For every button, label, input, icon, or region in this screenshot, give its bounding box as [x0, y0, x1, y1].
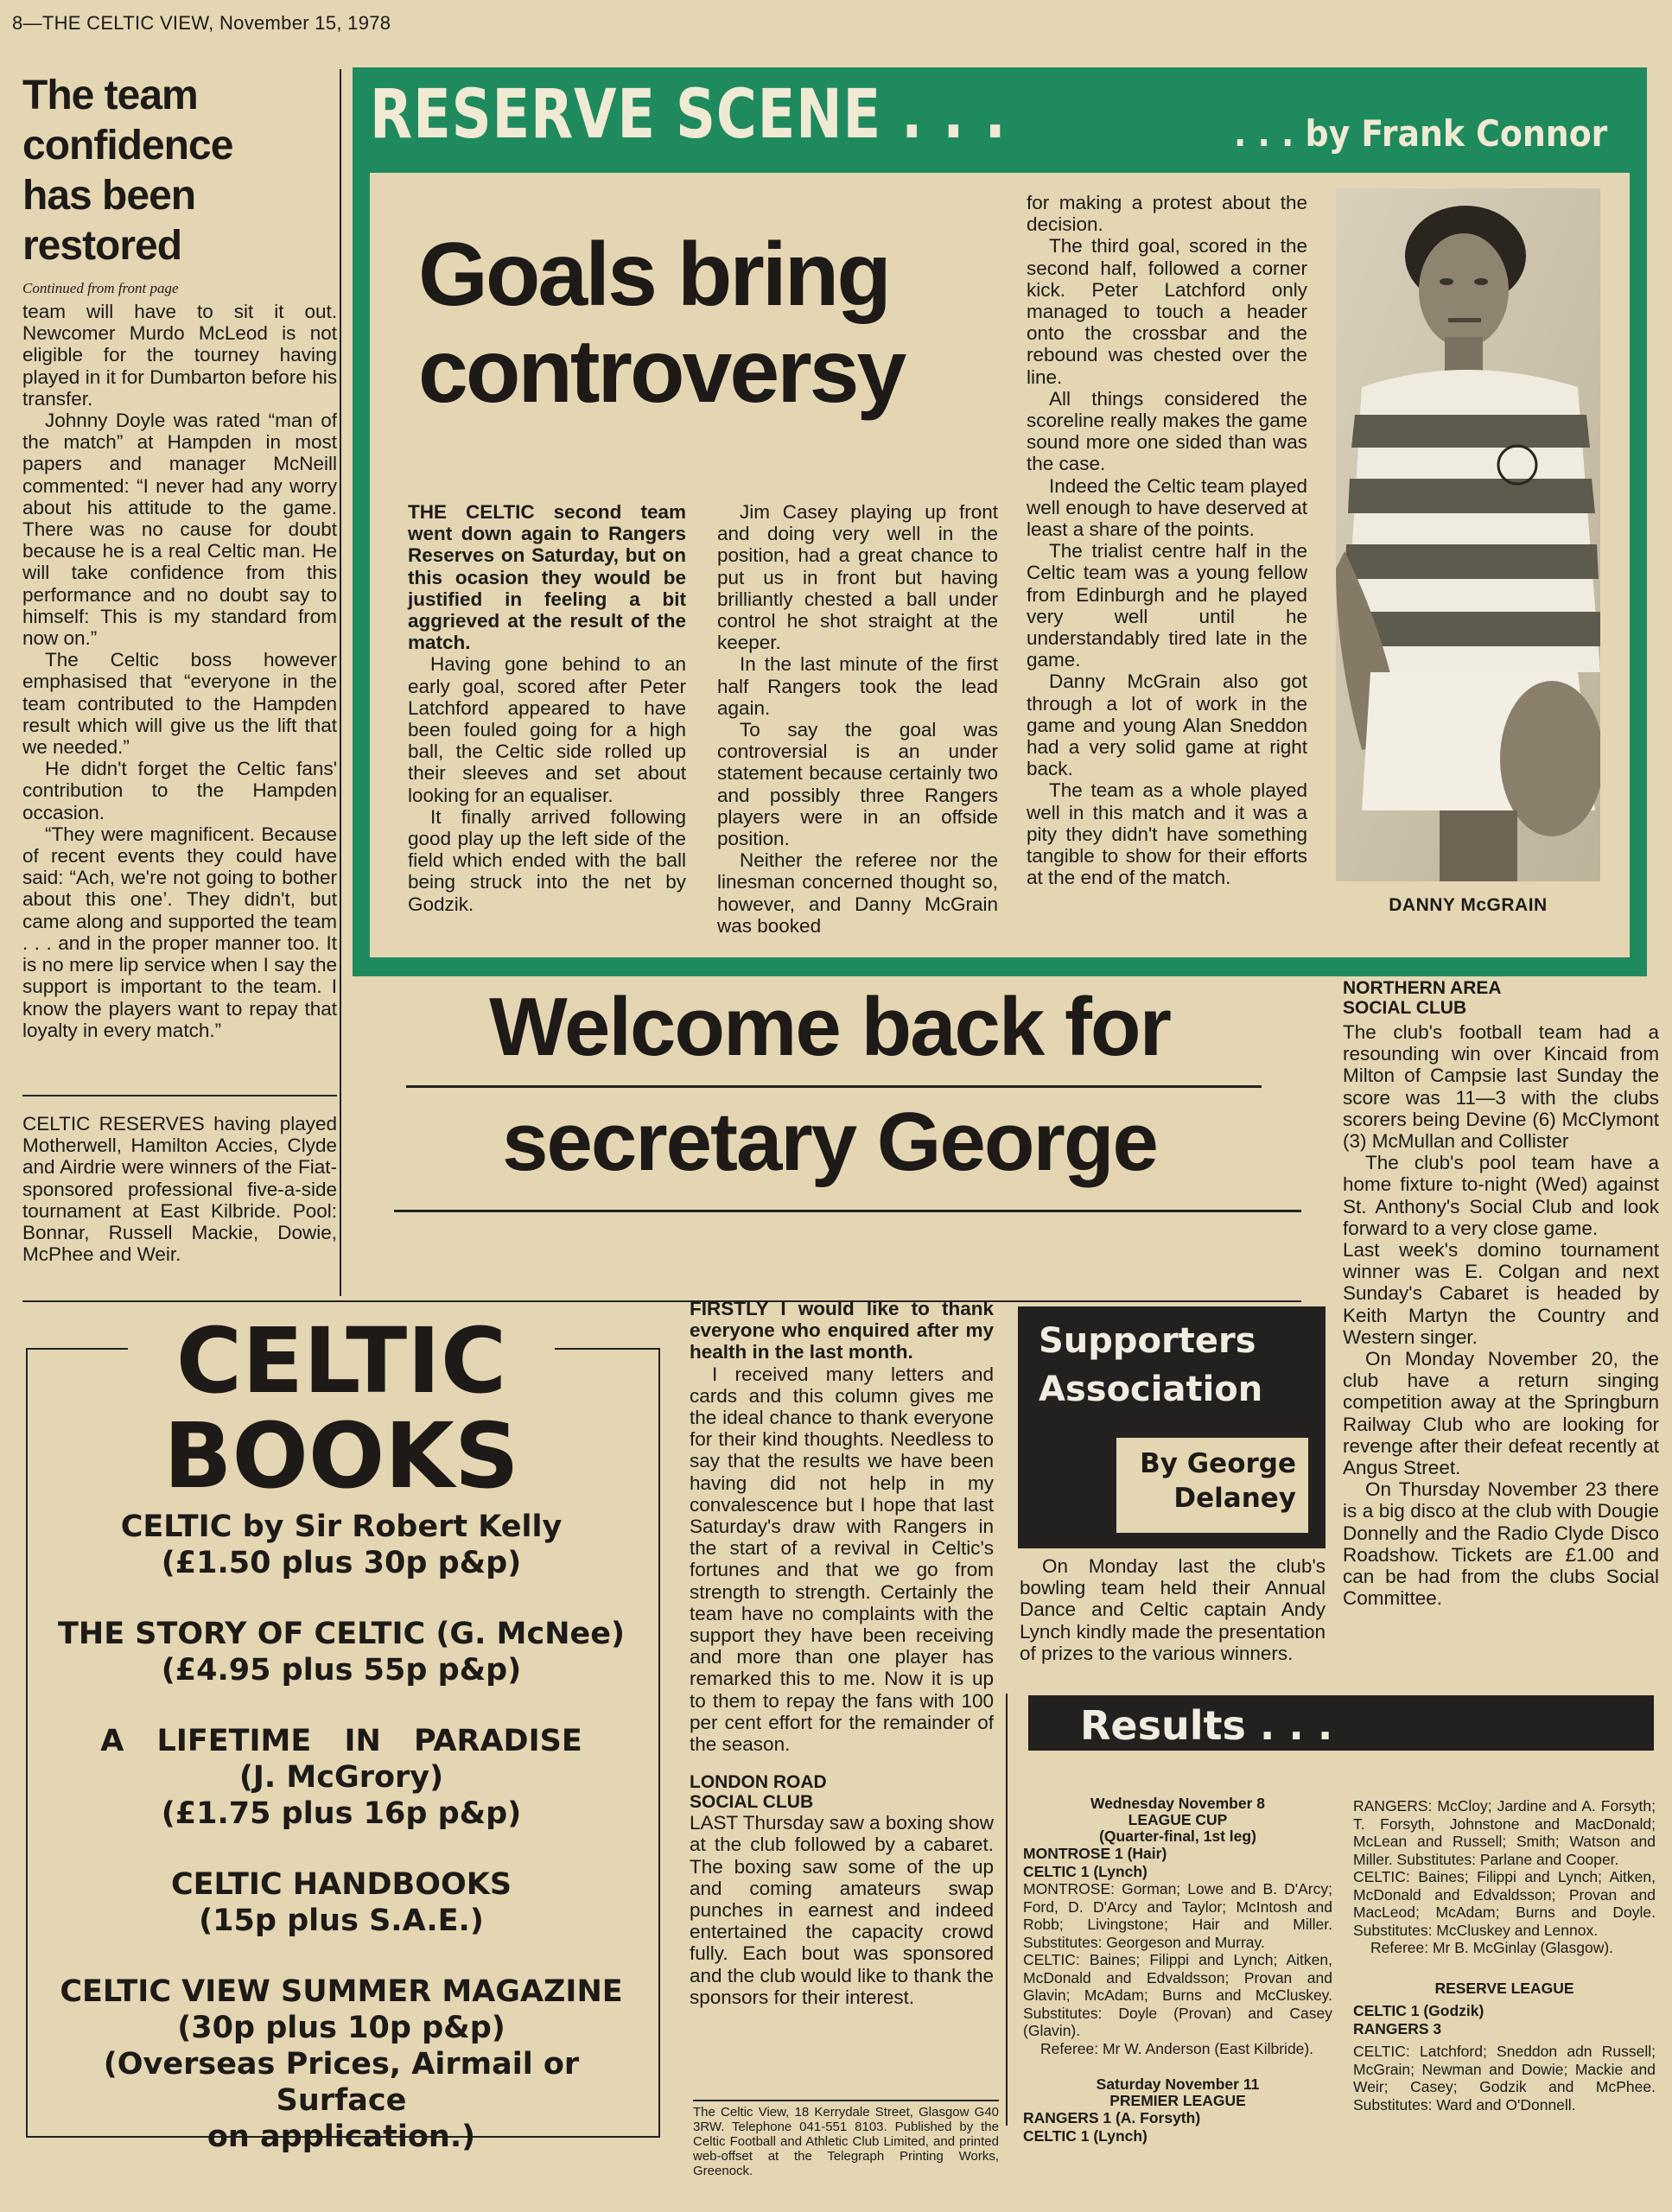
paragraph: To say the goal was controversial is an under statement because certainly two and possibly three Rangers players were in an offside position.: [717, 719, 998, 850]
title-line: Association: [1039, 1370, 1263, 1409]
paragraph: It finally arrived following good play up the left side of the field which ended with the ball being struck into the net by Godzik.: [408, 805, 686, 915]
results-banner: [1028, 1695, 1654, 1751]
paragraph: LAST Thursday saw a boxing show at the club followed by a cabaret. The boxing saw some of the up and coming amateurs swap punches in earnest and indeed entertained the capacity crowd fully. Each bout was sponsored and the club would like to thank the sponsors for their interest.: [690, 1812, 994, 2008]
book-item: [52, 1616, 631, 1688]
player-photo-illustration: [1336, 188, 1600, 881]
paragraph: I received many letters and cards and this column gives me the ideal chance to thank everyone for their kind thoughts. Needless to say that the results we have been having did not help in my convalescence but I hope that last Saturday's draw with Rangers in the start of a revival in Celtic's fortunes and that we go from strength to strength. Certainly the team have no complaints with the support they have been receiving and more than one player has remarked this to me. Now it is up to them to repay the fans with 100 per cent effort for the remainder of the season.: [690, 1363, 994, 1756]
team-article-body: [22, 301, 337, 1041]
divider: [22, 1300, 1301, 1302]
team-list: CELTIC: Baines; Filippi and Lynch; Aitken, McDonald and Edvaldsson; Provan and Glavin; McAdam; Burns and McCluskey. Substitutes: Doyle (Provan) and Casey (Glavin).: [1023, 1951, 1332, 2039]
saturday-heading: [1023, 2076, 1332, 2109]
paragraph: The club's pool team have a home fixture to-night (Wed) against St. Anthony's Social Club and look forward to a very close game.: [1343, 1152, 1659, 1239]
column-rule: [340, 69, 341, 1296]
book-item: [52, 1509, 631, 1581]
paragraph: The team as a whole played well in this match and it was a pity they didn't have something tangible to show for their efforts at the end of the match.: [1027, 779, 1307, 889]
paragraph: Neither the referee nor the linesman concerned thought so, however, and Danny McGrain was booked: [717, 849, 998, 937]
book-line: A LIFETIME IN PARADISE: [100, 1724, 582, 1758]
heading-line: NORTHERN AREA: [1343, 978, 1502, 998]
headline-line: confidence: [22, 123, 233, 168]
paragraph: Danny McGrain also got through a lot of work in the game and young Alan Sneddon had a very solid game at right back.: [1027, 671, 1307, 780]
paragraph: Having gone behind to an early goal, scored after Peter Latchford appeared to have been fouled going for a high ball, the Celtic side rolled up their sleeves and set about looking for an equaliser.: [408, 653, 686, 806]
headline-line: Goals bring: [418, 225, 889, 325]
results-title: Results . . .: [1080, 1702, 1333, 1749]
book-line: (£1.50 plus 30p p&p): [161, 1546, 522, 1580]
paragraph: Johnny Doyle was rated “man of the match” at Hampden in most papers and manager McNeill commented: “I never had any worry about his attitude to the game. There was no cause for doubt because he is a real Celtic man. He will take confidence from this performance and no doubt say to himself: This is my standard from now on.”: [22, 410, 337, 650]
byline-line: Delaney: [1173, 1483, 1296, 1514]
title-line: CELTIC: [175, 1308, 507, 1414]
continued-note: Continued from front page: [22, 280, 179, 296]
lead-paragraph: FIRSTLY I would like to thank everyone who enquired after my health in the last month.: [690, 1298, 994, 1363]
score-line: RANGERS 1 (A. Forsyth): [1023, 2109, 1201, 2126]
danny-mcgrain-photo: [1336, 188, 1600, 881]
paragraph: Last week's domino tournament winner was E. Colgan and next Sunday's Cabaret is headed by Keith Martyn the Country and Western singer.: [1343, 1239, 1659, 1348]
heading-line: LONDON ROAD: [690, 1772, 827, 1793]
wednesday-scores: [1023, 1845, 1332, 1880]
book-line: (30p plus 10p p&p): [177, 2011, 505, 2045]
team-list: CELTIC: Baines; Filippi and Lynch; Aitken, McDonald and Edvaldsson; Provan and MacLeod; McAdam; Burns and Doyle. Substitutes: McCluskey and Lennox.: [1353, 1868, 1656, 1939]
divider: [394, 1210, 1301, 1212]
paragraph: He didn't forget the Celtic fans' contribution to the Hampden occasion.: [22, 758, 337, 823]
supporters-box: [1018, 1306, 1326, 1548]
wednesday-heading: [1023, 1796, 1332, 1845]
paragraph: On Monday last the club's bowling team held their Annual Dance and Celtic captain Andy Lynch kindly made the presentation of prizes to the various winners.: [1020, 1555, 1326, 1664]
headline-line: restored: [22, 223, 182, 269]
book-line: (Overseas Prices, Airmail or Surface: [103, 2047, 580, 2118]
headline-line: The team: [22, 73, 198, 118]
paragraph: The Celtic boss however emphasised that “everyone in the team contributed to the Hampden result which will give us the lift that we needed.”: [22, 649, 337, 759]
reserve-col-1: [408, 501, 686, 915]
photo-caption: DANNY McGRAIN: [1389, 895, 1548, 915]
reserve-league-heading: RESERVE LEAGUE: [1434, 1979, 1574, 1997]
celtic-books-list: [52, 1509, 631, 2155]
title-line: Supporters: [1039, 1321, 1256, 1361]
northern-area: [1343, 978, 1659, 1609]
referee: Referee: Mr B. McGinlay (Glasgow).: [1370, 1939, 1614, 1956]
headline-line: Welcome back for: [489, 981, 1170, 1073]
reserve-scene-headline: [418, 226, 1023, 420]
paragraph: On Monday November 20, the club have a return singing competition away at the Springburn Railway Club who are looking for revenge after their defeat recently at Angus Street.: [1343, 1348, 1659, 1479]
reserves-note: CELTIC RESERVES having played Motherwell, Hamilton Accies, Clyde and Airdrie were winners of the Fiat-sponsored professional five-a-side tournament at East Kilbride. Pool: Bonnar, Russell Mackie, Dowie, McPhee and Weir.: [22, 1113, 337, 1266]
reserve-col-2: [717, 501, 998, 937]
team-list: CELTIC: Latchford; Sneddon adn Russell; McGrain; Newman and Dowie; Mackie and Weir; Casey; Godzik and McPhee. Substitutes: Ward and O'Donnell.: [1353, 2043, 1656, 2113]
headline-line: secretary George: [502, 1096, 1157, 1188]
celtic-books-title: [128, 1308, 555, 1509]
team-list: RANGERS: McCloy; Jardine and A. Forsyth; T. Forsyth, Johnstone and MacDonald; McLean and Russell; Smith; Watson and Miller. Substitutes: Parlane and Cooper.: [1353, 1797, 1656, 1868]
paragraph: The club's football team had a resounding win over Kincaid from Milton of Campsie last Sunday the score was 11—3 with the clubs scorers being Devine (6) McClymont (3) McMullan and Collister: [1343, 1021, 1659, 1153]
paragraph: The trialist centre half in the Celtic team was a young fellow from Edinburgh and he played very well until he understandably tired late in the game.: [1027, 540, 1307, 671]
book-line: (£1.75 plus 16p p&p): [161, 1796, 522, 1831]
book-item: [52, 1974, 631, 2155]
paragraph: “They were magnificent. Because of recent events they could have said: “Ach, we're not going to bother about this one’. They didn't, but came along and supported the team . . . and in the proper manner too. It is no mere lip service when I say the support is important to the team. I know the players want to repay that loyalty in every match.”: [22, 823, 337, 1041]
heading-line: PREMIER LEAGUE: [1109, 2092, 1246, 2109]
london-road-heading: [690, 1772, 994, 1812]
welcome-headline: [380, 981, 1279, 1188]
book-line: (J. McGrory): [238, 1760, 444, 1795]
results-col-2: [1353, 1797, 1656, 2113]
paragraph: On Thursday November 23 there is a big disco at the club with Dougie Donnelly and the Radio Clyde Disco Roadshow. Tickets are £1.00 and can be had from the clubs Social Committee.: [1343, 1478, 1659, 1610]
column-rule: [1006, 1694, 1008, 2126]
heading-line: Wednesday November 8: [1090, 1795, 1265, 1812]
heading-line: Saturday November 11: [1096, 2075, 1260, 2093]
supporters-bowling: [1020, 1555, 1326, 1664]
headline-line: controversy: [418, 321, 905, 422]
score-line: RANGERS 3: [1353, 2019, 1442, 2037]
book-line: CELTIC HANDBOOKS: [170, 1867, 512, 1902]
book-line: (15p plus S.A.E.): [199, 1904, 484, 1938]
book-line: THE STORY OF CELTIC (G. McNee): [58, 1617, 625, 1651]
supporters-byline: [1116, 1438, 1308, 1533]
team-list: MONTROSE: Gorman; Lowe and B. D'Arcy; Ford, D. D'Arcy and Taylor; McIntosh and Robb; Livingstone; Hair and Miller. Substitutes: Georgeson and Murray.: [1023, 1880, 1332, 1951]
book-line: CELTIC by Sir Robert Kelly: [120, 1510, 563, 1544]
northern-heading: [1343, 978, 1659, 1018]
paragraph: All things considered the scoreline really makes the game sound more one sided than was the case.: [1027, 387, 1307, 475]
heading-line: (Quarter-final, 1st leg): [1099, 1827, 1256, 1845]
headline-line: has been: [22, 173, 196, 219]
team-article-headline: [22, 71, 337, 271]
score-line: CELTIC 1 (Lynch): [1023, 1862, 1148, 1880]
score-line: CELTIC 1 (Godzik): [1353, 2002, 1484, 2019]
paragraph: THE CELTIC second team went down again to Rangers Reserves on Saturday, but on this ocasion they would be justified in feeling a bit aggrieved at the result of the match.: [408, 501, 686, 654]
reserve-scene-byline: . . . by Frank Connor: [1234, 112, 1608, 155]
book-item: [52, 1866, 631, 1939]
paragraph: team will have to sit it out. Newcomer Murdo McLeod is not eligible for the tourney having played in it for Dumbarton before his transfer.: [22, 301, 337, 410]
score-line: MONTROSE 1 (Hair): [1023, 1845, 1167, 1862]
northern-body: [1343, 1021, 1659, 1609]
title-line: BOOKS: [163, 1403, 519, 1509]
reserve-scene-title: RESERVE SCENE . . .: [370, 76, 1007, 154]
paragraph: Indeed the Celtic team played well enough to have deserved at least a share of the points.: [1027, 474, 1307, 541]
paragraph: for making a protest about the decision.: [1027, 192, 1307, 236]
paragraph: In the last minute of the first half Rangers took the lead again.: [717, 653, 998, 719]
byline-line: By George: [1140, 1448, 1296, 1479]
supporters-title: [1039, 1317, 1262, 1414]
reserve-col-3: [1027, 192, 1307, 889]
saturday-scores: [1023, 2109, 1332, 2145]
page-folio: 8—THE CELTIC VIEW, November 15, 1978: [12, 12, 391, 34]
paragraph: The third goal, scored in the second half, followed a corner kick. Peter Latchford only managed to touch a header onto the crossbar and the rebound was chested over the line.: [1027, 235, 1307, 388]
heading-line: SOCIAL CLUB: [1343, 998, 1467, 1018]
score-line: CELTIC 1 (Lynch): [1023, 2126, 1148, 2145]
referee: Referee: Mr W. Anderson (East Kilbride).: [1040, 2039, 1314, 2057]
book-line: (£4.95 plus 55p p&p): [161, 1653, 522, 1688]
imprint: The Celtic View, 18 Kerrydale Street, Glasgow G40 3RW. Telephone 041-551 8103. Published by the Celtic Football and Athletic Club Limited, and printed web-offset at the Telegraph Printing Works, Greenock.: [693, 2100, 999, 2178]
divider: [406, 1085, 1262, 1088]
book-line: CELTIC VIEW SUMMER MAGAZINE: [60, 1974, 623, 2009]
reserve-scores: [1353, 2002, 1656, 2037]
team-article: [22, 71, 337, 1266]
heading-line: SOCIAL CLUB: [690, 1792, 814, 1813]
book-item: [52, 1723, 631, 1832]
book-line: on application.): [207, 2120, 476, 2154]
george-article: [690, 1298, 994, 2008]
heading-line: LEAGUE CUP: [1128, 1811, 1228, 1828]
paragraph: Jim Casey playing up front and doing very well in the position, had a great chance to put us in front but having brilliantly chested a ball under control he shot straight at the keeper.: [717, 501, 998, 654]
divider: [22, 1095, 337, 1096]
results-col-1: [1023, 1796, 1332, 2145]
